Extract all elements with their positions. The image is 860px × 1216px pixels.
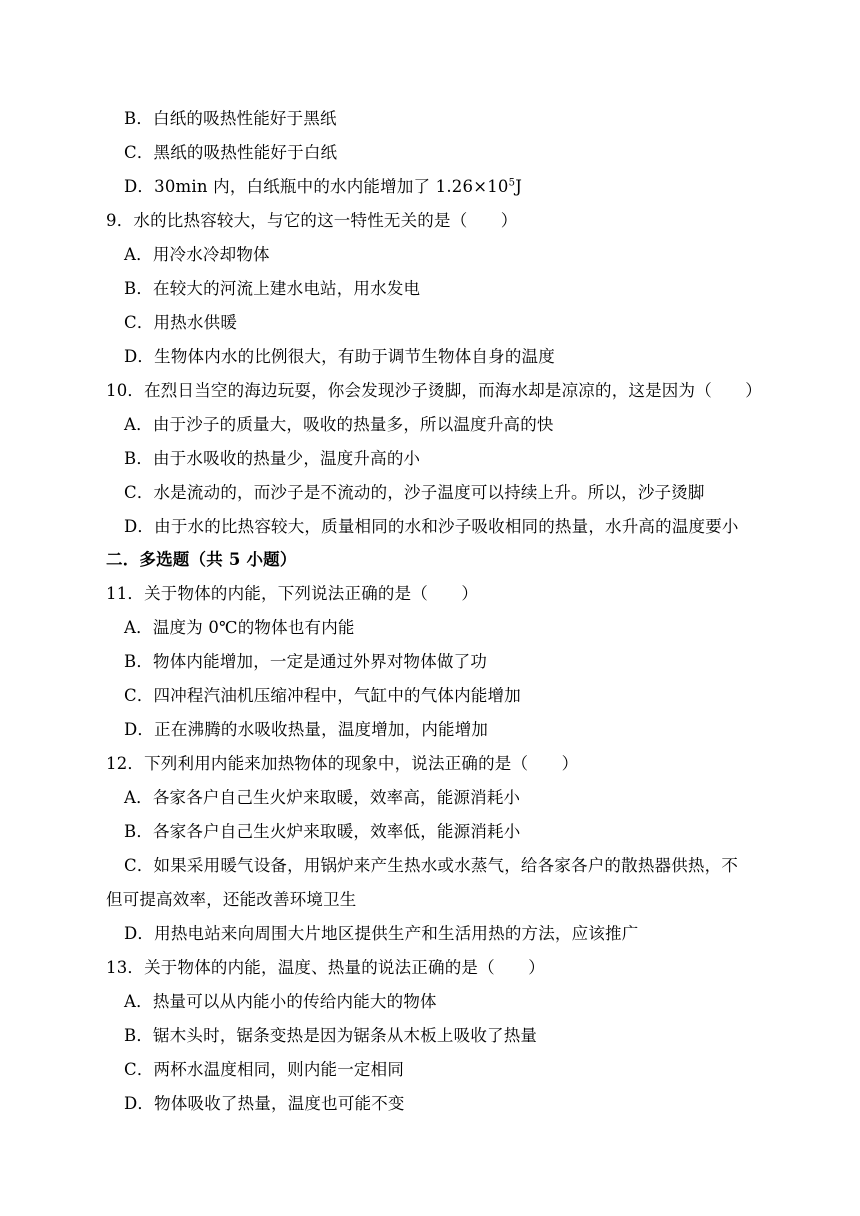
q8-option-d-exponent: 5 <box>508 177 516 189</box>
q9-stem: 9．水的比热容较大，与它的这一特性无关的是（ ） <box>106 211 518 230</box>
q12-option-a: A．各家各户自己生火炉来取暖，效率高，能源消耗小 <box>124 788 521 807</box>
q13-option-c: C．两杯水温度相同，则内能一定相同 <box>124 1060 405 1079</box>
q9-option-a: A．用冷水冷却物体 <box>124 245 270 264</box>
q10-option-c: C．水是流动的，而沙子是不流动的，沙子温度可以持续上升。所以，沙子烫脚 <box>124 483 705 502</box>
q13-option-d: D．物体吸收了热量，温度也可能不变 <box>124 1094 405 1113</box>
q8-option-d-unit: J <box>515 177 523 196</box>
section-heading-multiple-choice: 二．多选题（共 5 小题） <box>106 550 297 569</box>
q11-stem: 11．关于物体的内能，下列说法正确的是（ ） <box>106 584 479 603</box>
q10-stem: 10．在烈日当空的海边玩耍，你会发现沙子烫脚，而海水却是凉凉的，这是因为（ ） <box>106 381 762 400</box>
q9-option-b: B．在较大的河流上建水电站，用水发电 <box>124 279 421 298</box>
q8-option-b: B．白纸的吸热性能好于黑纸 <box>124 109 337 128</box>
q10-option-b: B．由于水吸收的热量少，温度升高的小 <box>124 449 421 468</box>
q11-option-b: B．物体内能增加，一定是通过外界对物体做了功 <box>124 652 488 671</box>
q12-option-c-continuation: 但可提高效率，还能改善环境卫生 <box>106 890 357 909</box>
q9-option-c: C．用热水供暖 <box>124 313 238 332</box>
q8-option-c: C．黑纸的吸热性能好于白纸 <box>124 143 338 162</box>
q12-option-c: C．如果采用暖气设备，用锅炉来产生热水或水蒸气，给各家各户的散热器供热，不 <box>124 856 739 875</box>
q11-option-c: C．四冲程汽油机压缩冲程中，气缸中的气体内能增加 <box>124 686 521 705</box>
q13-stem: 13．关于物体的内能，温度、热量的说法正确的是（ ） <box>106 958 545 977</box>
q12-option-d: D．用热电站来向周围大片地区提供生产和生活用热的方法，应该推广 <box>124 924 639 943</box>
q10-option-a: A．由于沙子的质量大，吸收的热量多，所以温度升高的快 <box>124 415 554 434</box>
q12-option-b: B．各家各户自己生火炉来取暖，效率低，能源消耗小 <box>124 822 521 841</box>
q9-option-d: D．生物体内水的比例很大，有助于调节生物体自身的温度 <box>124 347 555 366</box>
q11-option-a: A．温度为 0℃的物体也有内能 <box>124 618 355 637</box>
q11-option-d: D．正在沸腾的水吸收热量，温度增加，内能增加 <box>124 720 489 739</box>
q12-stem: 12．下列利用内能来加热物体的现象中，说法正确的是（ ） <box>106 754 579 773</box>
q10-option-d: D．由于水的比热容较大，质量相同的水和沙子吸收相同的热量，水升高的温度要小 <box>124 517 739 536</box>
q8-option-d <box>124 176 522 198</box>
q8-option-d-text: D．30min 内，白纸瓶中的水内能增加了 1.26×10 <box>124 177 509 196</box>
q13-option-a: A．热量可以从内能小的传给内能大的物体 <box>124 992 437 1011</box>
q13-option-b: B．锯木头时，锯条变热是因为锯条从木板上吸收了热量 <box>124 1026 538 1045</box>
